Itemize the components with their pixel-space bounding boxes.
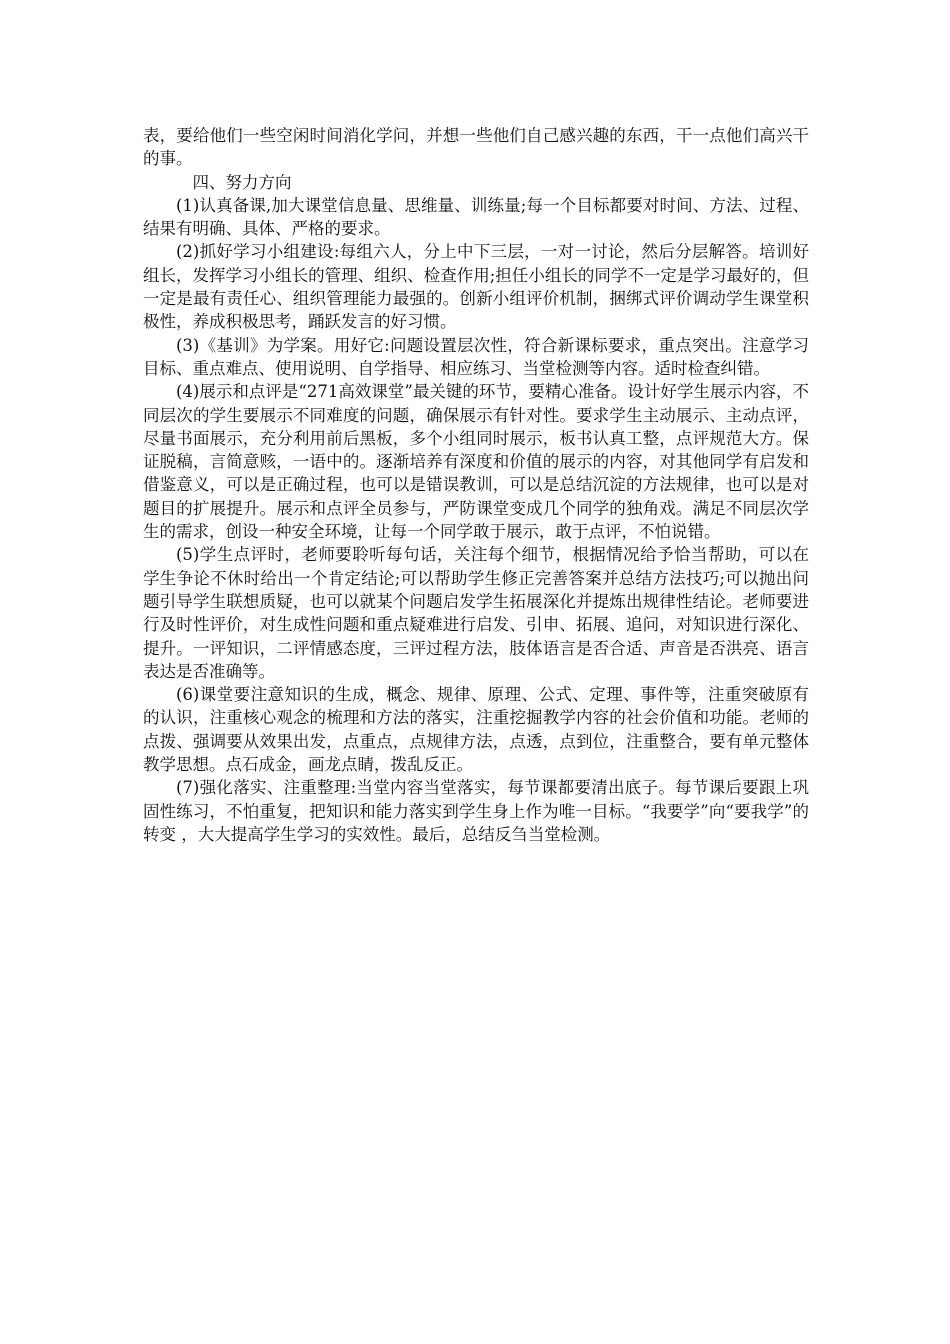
document-body [143,124,809,846]
list-item-4: (4)展示和点评是“271高效课堂”最关键的环节，要精心准备。设计好学生展示内容，不同层次的学生要展示不同难度的问题，确保展示有针对性。要求学生主动展示、主动点评，尽量书面展示，充分利用前后黑板，多个小组同时展示，板书认真工整，点评规范大方。保证脱稿，言简意赅，一语中的。逐渐培养有深度和价值的展示的内容，对其他同学有启发和借鉴意义，可以是正确过程，也可以是错误教训，可以是总结沉淀的方法规律，也可以是对题目的扩展提升。展示和点评全员参与，严防课堂变成几个同学的独角戏。满足不同层次学生的需求，创设一种安全环境，让每一个同学敢于展示，敢于点评，不怕说错。 [143,382,809,542]
list-item-5: (5)学生点评时，老师要聆听每句话，关注每个细节，根据情况给予恰当帮助，可以在学生争论不休时给出一个肯定结论;可以帮助学生修正完善答案并总结方法技巧;可以抛出问题引导学生联想质疑，也可以就某个问题启发学生拓展深化并提炼出规律性结论。老师要进行及时性评价，对生成性问题和重点疑难进行启发、引申、拓展、追问，对知识进行深化、提升。一评知识，二评情感态度，三评过程方法，肢体语言是否合适、声音是否洪亮、语言表达是否准确等。 [143,545,809,681]
list-item-3: (3)《基训》为学案。用好它:问题设置层次性，符合新课标要求，重点突出。注意学习目标、重点难点、使用说明、自学指导、相应练习、当堂检测等内容。适时检查纠错。 [143,335,809,378]
continuation-paragraph: 表，要给他们一些空闲时间消化学问，并想一些他们自己感兴趣的东西，干一点他们高兴干的事。 [143,126,809,169]
list-item-2: (2)抓好学习小组建设:每组六人，分上中下三层，一对一讨论，然后分层解答。培训好组长，发挥学习小组长的管理、组织、检查作用;担任小组长的同学不一定是学习最好的，但一定是最有责任心、组织管理能力最强的。创新小组评价机制，捆绑式评价调动学生课堂积极性，养成积极思考，踊跃发言的好习惯。 [143,242,809,332]
list-item-6: (6)课堂要注意知识的生成，概念、规律、原理、公式、定理、事件等，注重突破原有的认识，注重核心观念的梳理和方法的落实，注重挖掘教学内容的社会价值和功能。老师的点拨、强调要从效果出发，点重点，点规律方法，点透，点到位，注重整合，要有单元整体教学思想。点石成金，画龙点睛，拨乱反正。 [143,685,809,775]
section-heading: 四、努力方向 [192,172,292,192]
list-item-1: (1)认真备课,加大课堂信息量、思维量、训练量;每一个目标都要对时间、方法、过程、结果有明确、具体、严格的要求。 [143,195,809,239]
list-item-7: (7)强化落实、注重整理:当堂内容当堂落实，每节课都要清出底子。每节课后要跟上巩固性练习，不怕重复，把知识和能力落实到学生身上作为唯一目标。“我要学”向“要我学”的转变 ，大大提高学生学习的实效性。最后，总结反刍当堂检测。 [143,778,809,844]
